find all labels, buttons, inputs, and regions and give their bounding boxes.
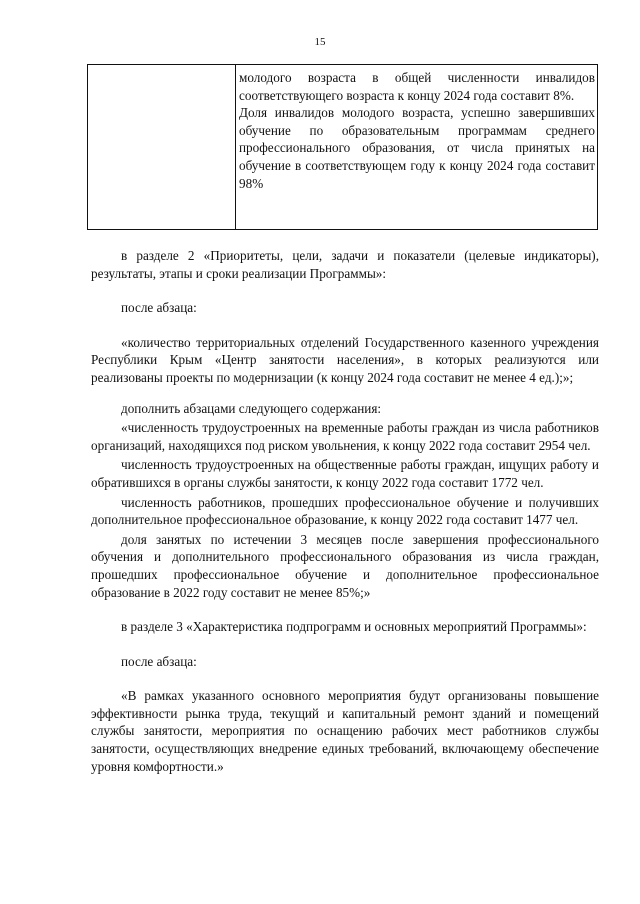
quoted-paragraph: «В рамках указанного основного мероприятия будут организованы повышение эффективности рынка труда, текущий и капитальный ремонт зданий и помещений службы занятости, мероприятия по оснащению рабочих мест работников службы занятости, осуществляющих внедрение единых требований, включающему обеспечение уровня комфортности.» xyxy=(91,688,599,774)
after-paragraph-label: после абзаца: xyxy=(121,300,197,316)
table-right-cell xyxy=(236,65,597,229)
page-number: 15 xyxy=(314,36,326,48)
after-paragraph-label: после абзаца: xyxy=(121,653,197,669)
amendment-section-3-intro: в разделе 3 «Характеристика подпрограмм и основных мероприятий Программы»: xyxy=(121,619,587,635)
new-paragraph: численность работников, прошедших профессиональное обучение и получивших дополнительное профессиональное образование, к концу 2022 года составит 1477 чел. xyxy=(91,494,599,528)
document-body xyxy=(91,247,599,775)
amendment-section-2-intro: в разделе 2 «Приоритеты, цели, задачи и показатели (целевые индикаторы), результаты, этапы и сроки реализации Программы»: xyxy=(91,248,599,281)
table-cell-paragraph: Доля инвалидов молодого возраста, успешно завершивших обучение по образовательным программам среднего профессионального образования, от числа принятых на обучение в соответствующем году к концу 2024 года составит 98% xyxy=(239,105,595,191)
table-left-cell xyxy=(88,65,236,229)
new-paragraph: «численность трудоустроенных на временные работы граждан из числа работников организаций, находящихся под риском увольнения, к концу 2022 года составит 2954 чел. xyxy=(91,420,599,453)
table-cell-paragraph: молодого возраста в общей численности инвалидов соответствующего возраста к концу 2024 года составит 8%. xyxy=(239,70,595,103)
continuation-table xyxy=(87,64,598,230)
new-paragraph: численность трудоустроенных на общественные работы граждан, ищущих работу и обратившихся в органы службы занятости, к концу 2022 года составит 1772 чел. xyxy=(91,457,599,490)
new-paragraph: доля занятых по истечении 3 месяцев после завершения профессионального обучения и дополнительного профессионального образования из числа граждан, прошедших профессиональное обучение и дополнительное профессиональное образование в 2022 году составит не менее 85%;» xyxy=(91,531,599,600)
supplement-label: дополнить абзацами следующего содержания: xyxy=(121,400,382,416)
quoted-paragraph: «количество территориальных отделений Государственного казенного учреждения Республики Крым «Центр занятости населения», в которых реализуются или реализованы проекты по модернизации (к концу 2024 года составит не менее 4 ед.);»; xyxy=(91,334,599,385)
